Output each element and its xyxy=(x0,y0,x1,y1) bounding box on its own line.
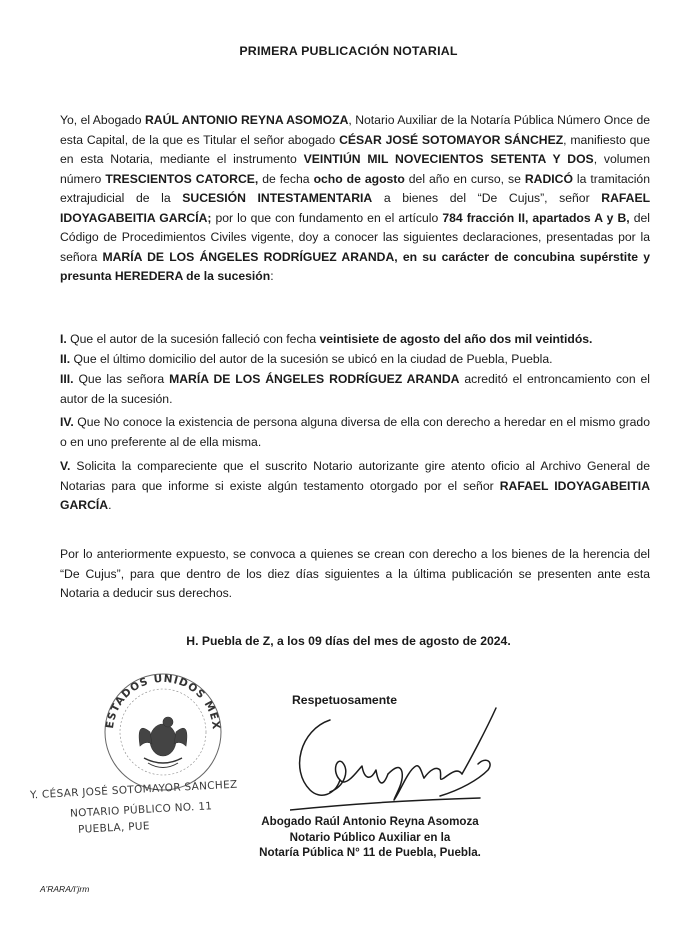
stamp-line-2: NOTARIO PÚBLICO NO. 11 xyxy=(69,800,213,820)
seal-text: ESTADOS UNIDOS MEX xyxy=(104,672,223,731)
mexico-seal xyxy=(96,660,231,795)
respectfully-label: Respetuosamente xyxy=(292,693,397,707)
declaration-4: IV. Que No conoce la existencia de persona alguna diversa de ella con derecho a heredar en el mismo grado o en uno preferente al de ella misma. xyxy=(60,415,650,449)
signature-icon xyxy=(290,700,520,820)
signer-name: Abogado Raúl Antonio Reyna Asomoza xyxy=(261,815,479,828)
document-title: PRIMERA PUBLICACIÓN NOTARIAL xyxy=(239,44,458,58)
declaration-5: V. Solicita la compareciente que el suscrito Notario autorizante gire atento oficio al Archivo General de Notarias para que informe si existe algún testamento otorgado por el señor RAFAEL IDOYAGABEITIA GARCÍA. xyxy=(60,459,650,512)
intro-paragraph: Yo, el Abogado RAÚL ANTONIO REYNA ASOMOZA, Notario Auxiliar de la Notaría Pública Número Once de esta Capital, de la que es Titular el señor abogado CÉSAR JOSÉ SOTOMAYOR SÁNCHEZ, manifiesto que en esta Notaria, mediante el instrumento VEINTIÚN MIL NOVECIENTOS SETENTA Y DOS, volumen número TRESCIENTOS CATORCE, de fecha ocho de agosto del año en curso, se RADICÓ la tramitación extrajudicial de la SUCESIÓN INTESTAMENTARIA a bienes del “De Cujus”, señor RAFAEL IDOYAGABEITIA GARCÍA; por lo que con fundamento en el artículo 784 fracción II, apartados A y B, del Código de Procedimientos Civiles vigente, doy a conocer las siguientes declaraciones, presentadas por la señora MARÍA DE LOS ÁNGELES RODRÍGUEZ ARANDA, en su carácter de concubina supérstite y presunta HEREDERA de la sucesión: xyxy=(60,113,651,283)
date-line: H. Puebla de Z, a los 09 días del mes de agosto de 2024. xyxy=(186,634,511,648)
stamp-line-3: PUEBLA, PUE xyxy=(77,820,151,836)
declaration-2: II. Que el último domicilio del autor de la sucesión se ubicó en la ciudad de Puebla, Puebla. xyxy=(60,352,553,366)
handwritten-signature xyxy=(290,700,520,820)
reference-initials: A’RARA/I’jrm xyxy=(40,884,90,894)
closing-paragraph: Por lo anteriormente expuesto, se convoca a quienes se crean con derecho a los bienes de la herencia del “De Cujus”, para que dentro de los diez días siguientes a la última publicación se presenten ante esta Notaria a deducir sus derechos. xyxy=(60,547,650,600)
stamp-line-1: Y. CÉSAR JOSÉ SOTOMAYOR SÁNCHEZ xyxy=(29,778,238,802)
declaration-3: III. Que las señora MARÍA DE LOS ÁNGELES RODRÍGUEZ ARANDA acreditó el entroncamiento con el autor de la sucesión. xyxy=(60,372,650,406)
seal-emblem-icon xyxy=(96,660,231,795)
signature-block xyxy=(200,814,540,861)
signer-office: Notaría Pública N° 11 de Puebla, Puebla. xyxy=(259,846,481,859)
signer-title: Notario Público Auxiliar en la xyxy=(289,830,451,844)
declaration-1: I. Que el autor de la sucesión falleció con fecha veintisiete de agosto del año dos mil veintidós. xyxy=(60,332,593,346)
